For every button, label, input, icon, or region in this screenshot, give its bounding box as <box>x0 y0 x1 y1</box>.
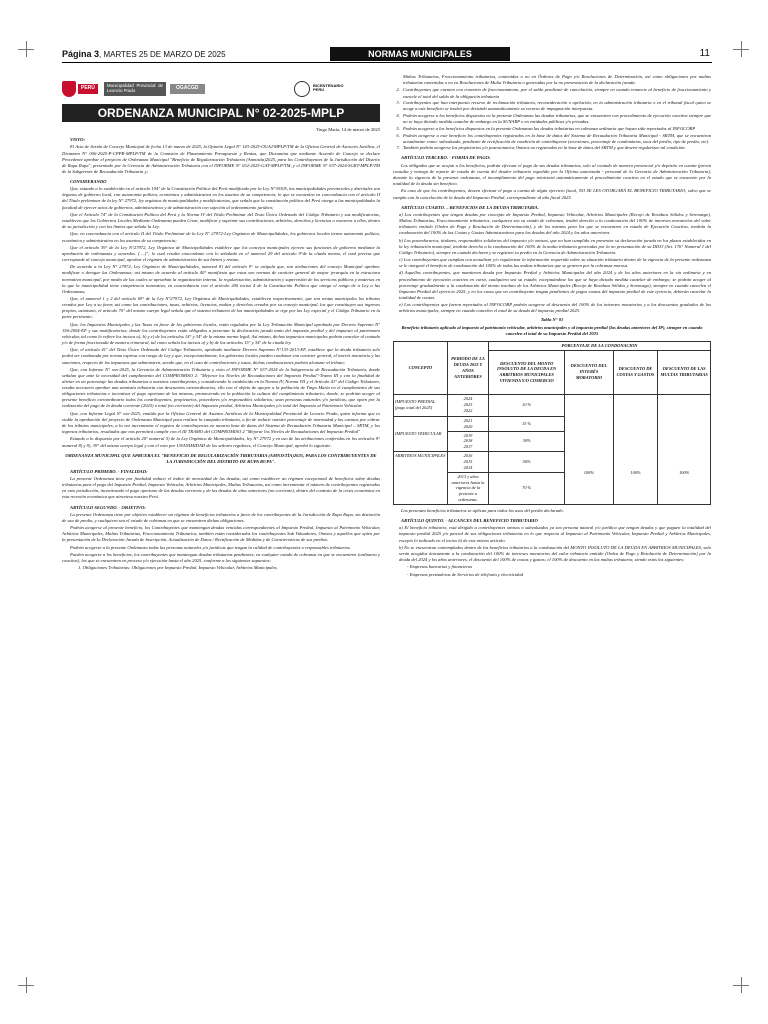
considerando-paragraph: Que el artículo 39° de la Ley N°27972, Ley Orgánica de Municipalidades establece que los concejos municipales ejercen sus funciones de gobierno mediante la aprobación de ordenanzas y acuerdos. (….)"; lo cual resulta concordante con lo señalado en el numeral 29 del artículo 9°de la citada norma, el cual precisa que corresponde al concejo municipal, aprobar el régimen de administración de sus bienes y rentas; <box>62 244 380 263</box>
concept-cell: IMPUESTO PREDIAL (pago total del 2025) <box>394 394 448 416</box>
section-title: NORMAS MUNICIPALES <box>330 47 510 61</box>
article-5-items <box>399 525 711 577</box>
visto-heading: VISTO: <box>70 137 85 143</box>
period-year: 2019 <box>463 432 473 438</box>
period-cell <box>447 431 488 452</box>
period-year: 2017 <box>463 444 473 450</box>
article-2-paragraph: Podrán acogerse a la presente Ordenanza todas las personas naturales y/o jurídicas que tengan la calidad de contribuyentes o responsables tributarios. <box>70 544 351 550</box>
table-caption: Beneficio tributario aplicado al impuesto al patrimonio vehicular, arbitrios municipales y al impuesto predial (las deudas anteriores del IP), siempre en cuando cancelen el total de su Impuesto Predial del 2025 <box>401 324 703 336</box>
logo-bar <box>62 78 380 102</box>
visto-text: El Acta de Sesión de Concejo Municipal de fecha 13 de marzo de 2025, la Opinión Legal N° 143-2025-OGAJ/MPLP/TM de la Oficina General de Asesoría Jurídica, el Dictamen N° 006-2025-P-CPPR-MPLP/TM de la Comisión de Planeamiento Presupuesto y Rentas, que Dictamina que mediante Acuerdo de Concejo se declare Procedente aprobar el proyecto de Ordenanza Municipal "Beneficio de Regularización Tributaria (Amnistía)2025, para los Contribuyentes de la Jurisdicción del Distrito de Rupa Rupa", presentado por la Gerencia de Administración Tributaria con el INFORME N° 032-2025-GAT-MPLP/TM, y el INFORME N° 037-2024-SGRT-MPLP/TM de la Subgerente de Recaudación Tributaria y; <box>62 144 380 174</box>
col-header-multas: DESCUENTO DE LAS MULTAS TRIBUTARIAS <box>658 350 711 394</box>
after-table-text: Los presentes beneficios tributarios se aplican para todos los usos del predio declarado. <box>401 507 564 513</box>
col-header-period: PERIODO DE LA DEUDA 2023 Y AÑOS ANTERIORES <box>447 341 488 394</box>
right-column <box>393 74 711 579</box>
col-header-costas: DESCUENTO DE COSTAS Y GASTOS <box>613 350 658 394</box>
article-2-item: 1. Obligaciones Tributarias: Obligaciones por Impuesto Predial, Impuesto Vehicular, Arbitrios Municipales, <box>78 565 278 571</box>
article-4-item: b) Los poseedorarios, titulares, responsables solidarios del impuesto y/o omisos, que no han cumplido en presentar su declaración jurada en los plazos establecidos en la ley tributación municipal, tendrán derecho a la condonación del 100% de la multa tributaria generadas por la no presentación de su DDJJ (Art. 176° Numeral 1 del Código Tributario), siempre en cuando declaren y se registren su predio en la Gerencia de Administración Tributaria. <box>399 237 711 255</box>
considerando-paragraph: Que, los Impuestos Municipales y las Tasas en favor de los gobiernos locales, están regulados por la Ley Tributación Municipal aprobado por Decreto Supremo N° 156-2004-EF y sus modificatorias; donde los contribuyentes están obligados a presentar la declaración jurada tanto del impuesto predial y del impuesto al patrimonio vehicular, tal como lo refiere los incisos a), b) y c) de los artículos 14° y 34° de la misma norma legal; Así mismo, dichos impuestos municipales podrán cancelar al contado y/o de forma fraccionada de manera trimestral, tal como señala los incisos a) y b) de los artículos 15° y 34° de la citada ley. <box>62 321 381 345</box>
article-4-item: d) Aquellos contribuyentes, que mantienen deuda por Impuesto Predial y Arbitrios Municipales del año 2024 y de los años anteriores en la vía ordinaria y en procedimiento de ejecución coactiva en curso, cualquiera sea su estado; exceptuándose los que se haya dictado medida cautelar de embargo; se podrán acoger al porcentaje gradualmente a la condonación del monto insoluto de los Arbitrios Municipales (Recojo de Residuos Sólidos y Serenazgo), siempre en cuando cancelen el Impuesto Predial del ejercicio 2025, y en los casos que un contribuyente tengan pendientes de pagos cuotas del impuesto predial de este ejercicio, deberán cancelar la totalidad de cuotas. <box>399 270 711 300</box>
concept-cell: ARBITRIOS MUNICIPALES <box>394 452 448 505</box>
multas-cell: 100% <box>658 394 711 504</box>
period-year: 2021 <box>463 417 473 423</box>
article-4-item: c) Los contribuyentes que cumplan con actualizar y/o regularizar la información requerida sobre su situación tributaria dentro de la vigencia de la presente ordenanza se le otorgará el beneficio de condonación del 100% de todas las multas tributarias que se generen por la cobranza morosa. <box>399 257 711 269</box>
supuesto-item: 5. Podrán acogerse a los beneficios dispuestos en la presente Ordenanza las deudas tributarias en cobranza ordinaria que hayan sido reportados al INFOCORP <box>401 126 711 132</box>
bicentenario-icon <box>294 81 310 97</box>
period-year: 2024 <box>463 396 473 402</box>
costas-cell: 100% <box>613 394 658 504</box>
page-header <box>62 46 712 66</box>
considerando-paragraph: Que, el numeral 1 y 2 del artículo 69° de la Ley N°27972, Ley Orgánica de Municipalidades, establecen respectivamente, que son rentas municipales los tributos creados por Ley a su favor, así como las contribuciones, tasas, arbitrios, licencias, multas y derechos creados por su concejo municipal, los que constituyen sus ingresos propios, asimismo, el artículo 70° del mismo cuerpo legal señala que el sistema tributario de las municipalidades se rige por las Ley especial y el Código Tributario en la parte pertinente; <box>62 296 380 320</box>
insoluto-cell: 15 % <box>489 416 565 431</box>
insoluto-cell: 70 % <box>489 472 565 504</box>
crop-mark <box>741 41 742 57</box>
article-3-paragraph: Los obligados que se acojan a los beneficios, podrán efectuar el pago de sus deudas tributarias, solo al contado de manera presencial y/o depósito en cuenta (previa consulta y entrega de reporte de estado de cuenta del deudor tributario expedido por la Oficina autorizada - personal de la Gerencia de Administración Tributaria), durante la vigencia de la presente ordenanza, el incumplimiento del pago reiniciará automáticamente el procedimiento coactivo en el estado que se encuentre por la totalidad de la deuda sin beneficio. <box>393 162 711 187</box>
article-3-paragraph: En caso de que los contribuyentes, deseen efectuar el pago a cuenta de algún ejercicio fiscal, NO SE LES OTORGARÁ EL BENEFICIO TRIBUTARIO; salvo que se cumpla con la cancelación de la deuda del Impuesto Predial, correspondiente al año fiscal 2025. <box>393 188 711 200</box>
crop-mark <box>741 977 742 993</box>
page-label: Página 3, MARTES 25 DE MARZO DE 2025 <box>62 49 226 59</box>
crop-mark <box>26 977 27 993</box>
col-header-insoluto: DESCUENTO DEL MONTO INSOLUTO DE LA DEUDA EN ARBITRIOS MUNICIPALES VIVIENDA Y/O COMERCIO <box>489 350 565 394</box>
peru-shield-icon <box>62 81 76 97</box>
article-5-item: b) No se encuentran contemplados dentro de los beneficios tributarios a la condonación del MONTO INSOLUTO DE LA DEUDA EN ARBITRIOS MUNICIPALES, solo serán acogidos únicamente a la condonación del 100% de intereses moratorios del valor tributario emitido (Orden de Pago y Resolución de Determinación) por la deuda del 2024 y los años anteriores, el descuento del 100% de costas y gastos; el 100% de descuento en las multas tributaria; siendo estos los siguientes: <box>399 544 711 563</box>
article-2-paragraph: Pueden acogerse a los beneficios, los contribuyentes que mantengan deudas tributarias pendientes, en cualquier estado de cobranza en que se encuentren (ordinaria y coactiva), los que se encuentren en proceso y/o ejecución hasta el año 2025, conforme a los siguientes supuestos: <box>62 552 380 564</box>
period-cell <box>447 394 488 416</box>
page-date: MARTES 25 DE MARZO DE 2025 <box>103 50 226 59</box>
left-column <box>62 78 380 573</box>
period-year: 2022 <box>463 408 473 414</box>
considerando-paragraph: Que, estando a lo establecido en el artículo 194° de la Constitución Política del Perú modificado por la Ley N°30305, las municipalidades provinciales y distritales son órganos de gobierno local, con autonomía política, económica y administrativa en los asuntos de su competencia; lo que se encuentra en concordancia con el artículo II del Título preliminar de la ley N° 27972, ley orgánica de municipalidades y modificatorias, que señala que la constitución política del Perú otorga a las municipalidades la facultad de ejercer actos de gobiernos, administrativos y de administración con sujeción al ordenamiento jurídico; <box>62 186 380 210</box>
article-1-heading: ARTÍCULO PRIMERO. - FINALIDAD: <box>70 468 148 474</box>
considerando-paragraph: Que, con Informe Legal N° xxx-2025, emitido por la Oficina General de Asuntos Jurídicos de la Municipalidad Provincial de Leoncio Prado, quien informa que es viable la aprobación del proyecto de Ordenanza Municipal para realizar la campaña tributaria, a fin de reducir nuestro porcentaje de morosidad y las cuentas por cobrar de los tributos municipales, a la vez incrementar el registro de contribuyentes en nuestra base de datos del Sistema de Recaudación Tributaria Municipal – SRTM, y los ingresos tributarios, resultados que nos permitirá cumplir con el III TRAMO del COMPROMISO 2 "Mejorar los Niveles de Recaudaciones del Impuesto Predial" <box>62 410 380 435</box>
condonation-table <box>393 341 711 505</box>
considerando-paragraph: Que el Artículo 74° de la Constitución Política del Perú y la Norma IV del Título Preliminar del Texto Único Ordenado del Código Tributario y sus modificatorias, establecen que los Gobiernos Locales Mediante Ordenanza pueden Crear, modificar y suprimir sus contribuciones, arbitrios, derechos y licencias o exonerar a ellos, dentro de su jurisdicción y con los límites que señala la Ley. <box>62 211 380 230</box>
dash-item-text: Empresas prestadoras de Servicios de telefonía y electricidad <box>409 571 524 577</box>
considerando-paragraph: Que, en concordancia con el artículo II del Título Preliminar de la Ley N° 27972-Ley Orgánica de Municipalidades, los gobiernos locales tienen autonomía política, económica y administrativa en los asuntos de su competencia; <box>62 231 380 243</box>
considerando-list <box>62 186 380 448</box>
period-year: 2016 <box>463 453 473 459</box>
insoluto-cell: 10 % <box>489 394 565 416</box>
article-4-item: a) Los contribuyentes que tengan deudas por concepto de Impuesto Predial, Impuesto Vehicular, Arbitrios Municipales (Recojo de Residuos Sólidos y Serenazgo), Multas Tributarias, Fraccionamiento tributarios, cualquiera sea su estado de cobranza, tendrá derecho a la condonación del 100% de intereses moratorios del valor tributario emitido (Orden de Pago y Resolución de Determinación), y de los mismos para los que se encuentren en estado de Ejecución Coactiva, tendrán la condonación del 100% de las Costas y Gastos Administrativos para las deudas del año 2024 y los años anteriores. <box>399 211 711 236</box>
concept-cell: IMPUESTO VEHICULAR <box>394 416 448 451</box>
article-2-body <box>62 512 380 572</box>
supuesto-item: 4. Podrán acogerse a los beneficios dispuestos en la presente Ordenanza las deudas tributarias, que se encuentren con procedimiento de ejecución coactiva siempre que no se haya dictado medida cautelar de embargo en la SUNARP o en entidades públicas y/o privadas. <box>401 113 711 125</box>
considerando-paragraph: Estando a lo dispuesto por el artículo 20° numeral 5) de la Ley Orgánica de Municipalidades, ley N° 27972 y en uso de las atribuciones conferidas en los artículos 9° numeral 8) y 9), 39° del mismo cuerpo legal y con el voto por UNANIMIDAD de los señores regidores, el Concejo Municipal, aprobó lo siguiente. <box>62 436 380 448</box>
period-cell: 2013 y años anteriores hasta la vigencia de la presente a ordenanza. <box>447 472 488 504</box>
considerando-paragraph: Que, con Informe N° xxx-2025, la Gerencia de Administración Tributaria y visto el INFORME N° 037-2024 de la Subgerencia de Recaudación Tributaria, donde señalan que ante la necesidad del cumplimiento del COMPROMISO 2: "Mejorar los Niveles de Recaudaciones del Impuesto Predial"-Tramo III y con la finalidad de aliviar en un porcentaje las deudas tributarias a nuestros contribuyentes y considerando lo establecido en la Norma IV, Norma VII y el Artículo 41° del Código Tributario, resulta necesario aprobar una amnistía tributaria con descuentos extraordinarios, ello con el objeto de apoyar a la población de Tingo María en el cumplimiento de sus obligaciones tributarias e incentivar el pago oportuno de las mismas, promoviendo en la población la cultura del cumplimiento tributario; donde, se podrían acoger al presente beneficio extraordinario todos los contribuyentes, propietarios, poseedores y/o responsables solidarios; sean personas naturales y/o jurídicas, que opten por la realización del pago de la deuda corriente (2025) o total (no corriente) del Impuesto predial, Arbitrios Municipales y/o total del Impuesto al Patrimonio Vehicular. <box>62 366 380 409</box>
period-year: 2014 <box>463 464 473 470</box>
article-3-heading: ARTÍCULO TERCERO. - FORMA DE PAGO: <box>401 155 491 161</box>
considerando-heading: CONSIDERANDO <box>70 178 107 184</box>
period-year: 2020 <box>463 423 473 429</box>
article-2-paragraph: La presente Ordenanza tiene por objetivo establecer un régimen de beneficios tributarios a favor de los contribuyentes de la Jurisdicción de Rupa Rupa, sin distinción de uso de predio, y cualquiera sea el estado de cobranza en que se encuentren dichas obligaciones. <box>62 511 380 523</box>
place-date: Tingo María, 14 de marzo de 2025 <box>316 127 380 132</box>
dash-item-text: Empresas bancarias y financieras <box>409 564 473 570</box>
peru-label: PERÚ <box>78 84 98 94</box>
insoluto-cell: 50% <box>489 452 565 473</box>
table-title: Tabla N° 01 <box>540 317 564 323</box>
insoluto-cell: 30% <box>489 431 565 452</box>
continuation-text: Multas Tributarias, Fraccionamiento tributarios, contenidas o no en Órdenes de Pago y/o Resoluciones de Determinación, así como obligaciones por multas tributarias contenidas o no en Resoluciones de Multa Tributaria o generadas por la no presentación de la declaración jurada. <box>403 74 711 86</box>
supuestos-list <box>401 87 711 151</box>
article-1-text: La presente Ordenanza tiene por finalidad reducir el índice de morosidad de las deudas, así como establecer un régimen excepcional de beneficios sobre deudas tributarias para el pago del Impuesto Predial, Impuesto Vehicular, Arbitrios Municipales, Multas Tributarias, así como incrementar el número de contribuyentes registrados en esta jurisdicción, incentivando el pago oportuno de las deudas corriente y de las deudas de años anteriores (no corriente), dentro del contexto de la crisis económica en esta recesión económica que atraviesa nuestro Perú. <box>62 476 380 500</box>
page-label-number: Página 3 <box>62 49 100 59</box>
article-5-dash-item: - Empresas bancarias y financieras <box>407 564 473 570</box>
supuesto-item: 7. También podrán acogerse los propietarios y/o posesionarios Omisos no registrados en la base de datos del SRTM y que deseen regularizar tal condición. <box>401 145 711 151</box>
ordinance-title: ORDENANZA MUNICIPAL N° 02-2025-MPLP <box>62 104 380 122</box>
approval-text: ORDENANZA MUNICIPAL QUE APRUEBA EL "BENEFICIO DE REGULARIZACIÓN TRIBUTARIA (AMNISTÍA)2025, PARA LOS CONTRIBUYENTES DE LA JURISDICCIÓN DEL DISTRITO DE RUPA RUPA". <box>65 452 377 464</box>
supuesto-item: 3. Contribuyentes que han interpuesto recurso de reclamación tributaria, reconsideración o apelación, en la administración tributaria o en el tribunal fiscal quien se acoge a este beneficio se tendrá por desistido automáticamente su recurso de impugnación interpuesta. <box>401 100 711 112</box>
municipality-logo: Municipalidad Provincial de Leoncio Prado <box>104 82 166 96</box>
period-year: 2018 <box>463 438 473 444</box>
period-year: 2015 <box>463 458 473 464</box>
page-number: 11 <box>699 48 710 59</box>
header-rule <box>62 62 712 63</box>
considerando-paragraph: De acuerdo a la Ley N° 27972, Ley Orgánica de Municipalidades, numeral 8) del artículo 9° se estipula que, son atribuciones del concejo Municipal aprobar, modificar o derogar las Ordenanzas; así mismo de acuerdo al artículo 40° manifiesta que estas son normas de carácter general de mayor jerarquía en la estructura normativa municipal, por medio de las cuales se aprueban la organización interna, la regularización, administración y supervisión de los servicios públicos y materias en la que la municipalidad tiene competencia normativa, en concordancia con el artículo 200 inciso 4 de la Constitución Política que otorga el rango de a Ley a las Ordenanzas; <box>62 264 380 294</box>
article-5-heading: ARTÍCULO QUINTO. - ALCANCES DEL BENEFICIO TRIBUTARIO <box>401 518 538 524</box>
considerando-paragraph: Que, el artículo 41° del Texto Único Ordenado del Código Tributario, aprobado mediante Decreto Supremo N°133-2013-EF, establece que la deuda tributaria solo podrá ser condonada por norma expresa con rango de Ley y que, excepcionalmente, los gobiernos locales pueden condonar con carácter general, el interés moratorio y las sanciones, respecto de los impuestos que administren, siendo que, en el caso de contribuciones y tasas, dichas condonaciones podrán alcanzar al tributo; <box>62 347 380 365</box>
bicentenario-label: BICENTENARIO PERÚ <box>313 83 344 93</box>
article-5-dash-item: - Empresas prestadoras de Servicios de telefonía y electricidad <box>407 571 524 577</box>
supuesto-item: 6. Podrán acogerse a este beneficio los contribuyentes registrados en la base de datos del Sistema de Recaudación Tributaria Municipal - SRTM, que se encuentran actualmente como: subvaluado, pendiente de rectificación de condición de contribuyente (secesiones, porcentaje de condominios, usos del predio, tipo de predio, etc). <box>401 133 711 145</box>
crop-mark <box>26 41 27 57</box>
article-2-heading: ARTÍCULO SEGUNDO. - OBJETIVO: <box>70 504 146 510</box>
article-4-item: e) Los contribuyentes que fueron reportados al INFOCORP podrán acogerse al descuento del 100% de los intereses moratorios y a los descuentos graduales de los arbitrios municipales, siempre en cuando cancelen el total de su deuda del impuesto predial 2025. <box>399 302 711 314</box>
period-cell <box>447 416 488 431</box>
interes-cell: 100% <box>565 394 613 504</box>
group-header: PORCENTAJE DE LA CONDONACION <box>489 341 711 350</box>
supuesto-item: 2. Contribuyentes que cuenten con convenio de fraccionamiento, por el saldo pendiente de cancelación, siempre en cuando renuncie al beneficio de fraccionamiento y cancele el total del saldo de la obligación tributaria <box>401 87 711 99</box>
col-header-interes: DESCUENTO DEL INTERÉS MORATORIO <box>565 350 613 394</box>
office-label: OGACGD <box>170 84 205 94</box>
period-cell <box>447 452 488 473</box>
article-2-paragraph: Podrán acogerse al presente beneficio, los Contribuyentes que mantengan deudas vencidas correspondientes al Impuesto Predial, Impuesto al Patrimonio Vehicular, Arbitrios Municipales, Multas Tributarias, Fraccionamiento Tributarios, también están considerados los contribuyentes Sub Valuadores, Omisos y aquellos que opten por la presentación de la Declaración Jurada de Inscripción, Actualización de Datos / Rectificación de Medidas y de Características de sus predios. <box>62 525 380 543</box>
article-4-items <box>399 212 711 315</box>
period-year: 2023 <box>463 402 473 408</box>
article-5-item: a) El beneficio tributario, está dirigido a contribuyentes omisos o subvaluados ya sea persona natural y/o jurídica que tengan deudas y que paguen la totalidad del impuesto predial 2025 y/o parcial de sus obligaciones tributarias en lo que respecta al Impuesto al Patrimonio Vehicular, Impuesto Predial y Arbitrios Municipales, excepto lo indicado en el inciso b) de este mismo artículo. <box>399 525 711 543</box>
col-header-concept: CONCEPTO <box>394 341 448 394</box>
article-4-heading: ARTÍCULO CUARTO. – BENEFICIOS DE LA DEUDA TRIBUTARIA. <box>401 204 539 210</box>
